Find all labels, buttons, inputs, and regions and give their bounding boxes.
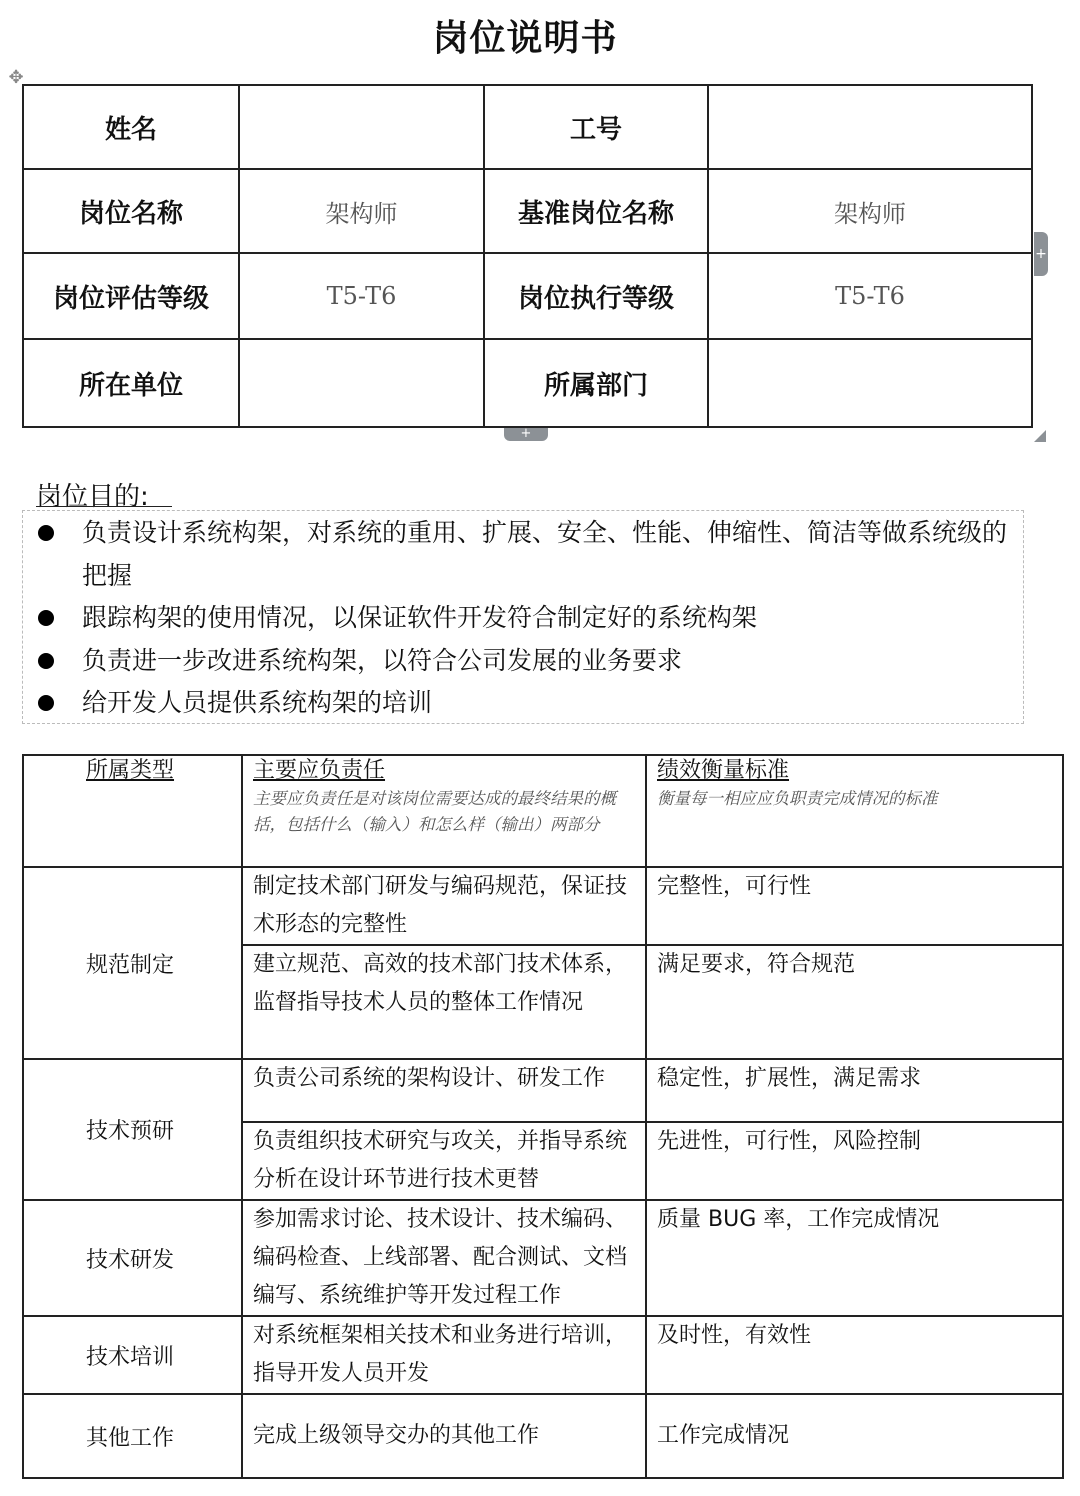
bullet-icon: [38, 653, 54, 669]
category-header-cell: [23, 755, 242, 867]
benchmark-position-value[interactable]: 架构师: [708, 169, 1032, 253]
purpose-item-text: 负责设计系统构架，对系统的重用、扩展、安全、性能、伸缩性、简洁等做系统级的把握: [82, 518, 1008, 590]
position-info-table: [22, 84, 1033, 428]
standard-header: 绩效衡量标准: [657, 758, 790, 783]
purpose-item-text: 给开发人员提供系统构架的培训: [82, 688, 433, 717]
unit-value[interactable]: [239, 339, 484, 427]
standard-cell[interactable]: 稳定性，扩展性，满足需求: [646, 1059, 1063, 1122]
info-row: [23, 169, 1032, 253]
execution-grade-label: 岗位执行等级: [484, 253, 708, 339]
table-row: [23, 1200, 1063, 1316]
bullet-icon: [38, 695, 54, 711]
standard-cell[interactable]: 满足要求，符合规范: [646, 945, 1063, 1059]
table-header-row: [23, 755, 1063, 867]
purpose-item: [36, 512, 1026, 597]
category-cell: 其他工作: [23, 1394, 242, 1478]
bullet-icon: [38, 525, 54, 541]
employee-id-value[interactable]: [708, 85, 1032, 169]
standard-cell[interactable]: 及时性，有效性: [646, 1316, 1063, 1394]
table-move-icon[interactable]: ✥: [8, 67, 24, 88]
document-title: 岗位说明书: [432, 18, 618, 59]
table-row: [23, 1316, 1063, 1394]
duty-header-cell: [242, 755, 646, 867]
table-row: [23, 1394, 1063, 1478]
purpose-item: [36, 682, 1026, 725]
name-value[interactable]: [239, 85, 484, 169]
category-cell: 技术研发: [23, 1200, 242, 1316]
bullet-icon: [38, 610, 54, 626]
unit-label: 所在单位: [23, 339, 239, 427]
duty-header-note: 主要应负责任是对该岗位需要达成的最终结果的概括，包括什么（输入）和怎么样（输出）两部分: [253, 789, 616, 834]
category-cell: 规范制定: [23, 867, 242, 1059]
category-header: 所属类型: [86, 758, 175, 783]
plus-icon: +: [1035, 246, 1047, 262]
table-row: [23, 1059, 1063, 1122]
purpose-item: [36, 597, 1026, 640]
department-label: 所属部门: [484, 339, 708, 427]
duty-header: 主要应负责任: [253, 758, 386, 783]
info-row: [23, 339, 1032, 427]
info-row: [23, 85, 1032, 169]
responsibility-table: [22, 754, 1064, 1479]
purpose-heading-underline: [36, 506, 172, 507]
add-column-handle[interactable]: [1034, 232, 1048, 276]
duty-cell[interactable]: 完成上级领导交办的其他工作: [242, 1394, 646, 1478]
duty-cell[interactable]: 负责组织技术研究与攻关，并指导系统分析在设计环节进行技术更替: [242, 1122, 646, 1200]
category-cell: 技术培训: [23, 1316, 242, 1394]
category-cell: 技术预研: [23, 1059, 242, 1200]
standard-cell[interactable]: 完整性，可行性: [646, 867, 1063, 945]
duty-cell[interactable]: 负责公司系统的架构设计、研发工作: [242, 1059, 646, 1122]
department-value[interactable]: [708, 339, 1032, 427]
purpose-item-text: 跟踪构架的使用情况，以保证软件开发符合制定好的系统构架: [82, 603, 758, 632]
standard-cell[interactable]: 质量 BUG 率，工作完成情况: [646, 1200, 1063, 1316]
name-label: 姓名: [23, 85, 239, 169]
info-row: [23, 253, 1032, 339]
duty-cell[interactable]: 建立规范、高效的技术部门技术体系，监督指导技术人员的整体工作情况: [242, 945, 646, 1059]
position-name-value[interactable]: 架构师: [239, 169, 484, 253]
table-row: [23, 867, 1063, 945]
add-row-handle[interactable]: [504, 428, 548, 441]
benchmark-position-label: 基准岗位名称: [484, 169, 708, 253]
duty-cell[interactable]: 参加需求讨论、技术设计、技术编码、编码检查、上线部署、配合测试、文档编写、系统维护等开发过程工作: [242, 1200, 646, 1316]
standard-cell[interactable]: 工作完成情况: [646, 1394, 1063, 1478]
evaluation-grade-label: 岗位评估等级: [23, 253, 239, 339]
position-name-label: 岗位名称: [23, 169, 239, 253]
duty-cell[interactable]: 对系统框架相关技术和业务进行培训，指导开发人员开发: [242, 1316, 646, 1394]
standard-header-cell: [646, 755, 1063, 867]
duty-cell[interactable]: 制定技术部门研发与编码规范，保证技术形态的完整性: [242, 867, 646, 945]
employee-id-label: 工号: [484, 85, 708, 169]
purpose-list: [36, 512, 1026, 725]
purpose-heading: 岗位目的:: [36, 482, 149, 512]
table-resize-icon[interactable]: [1034, 430, 1046, 442]
standard-header-note: 衡量每一相应应负职责完成情况的标准: [657, 789, 938, 808]
evaluation-grade-value[interactable]: T5-T6: [239, 253, 484, 339]
plus-icon: +: [520, 426, 532, 441]
purpose-item-text: 负责进一步改进系统构架，以符合公司发展的业务要求: [82, 645, 683, 675]
standard-cell[interactable]: 先进性，可行性，风险控制: [646, 1122, 1063, 1200]
purpose-item: [36, 640, 1026, 683]
execution-grade-value[interactable]: T5-T6: [708, 253, 1032, 339]
